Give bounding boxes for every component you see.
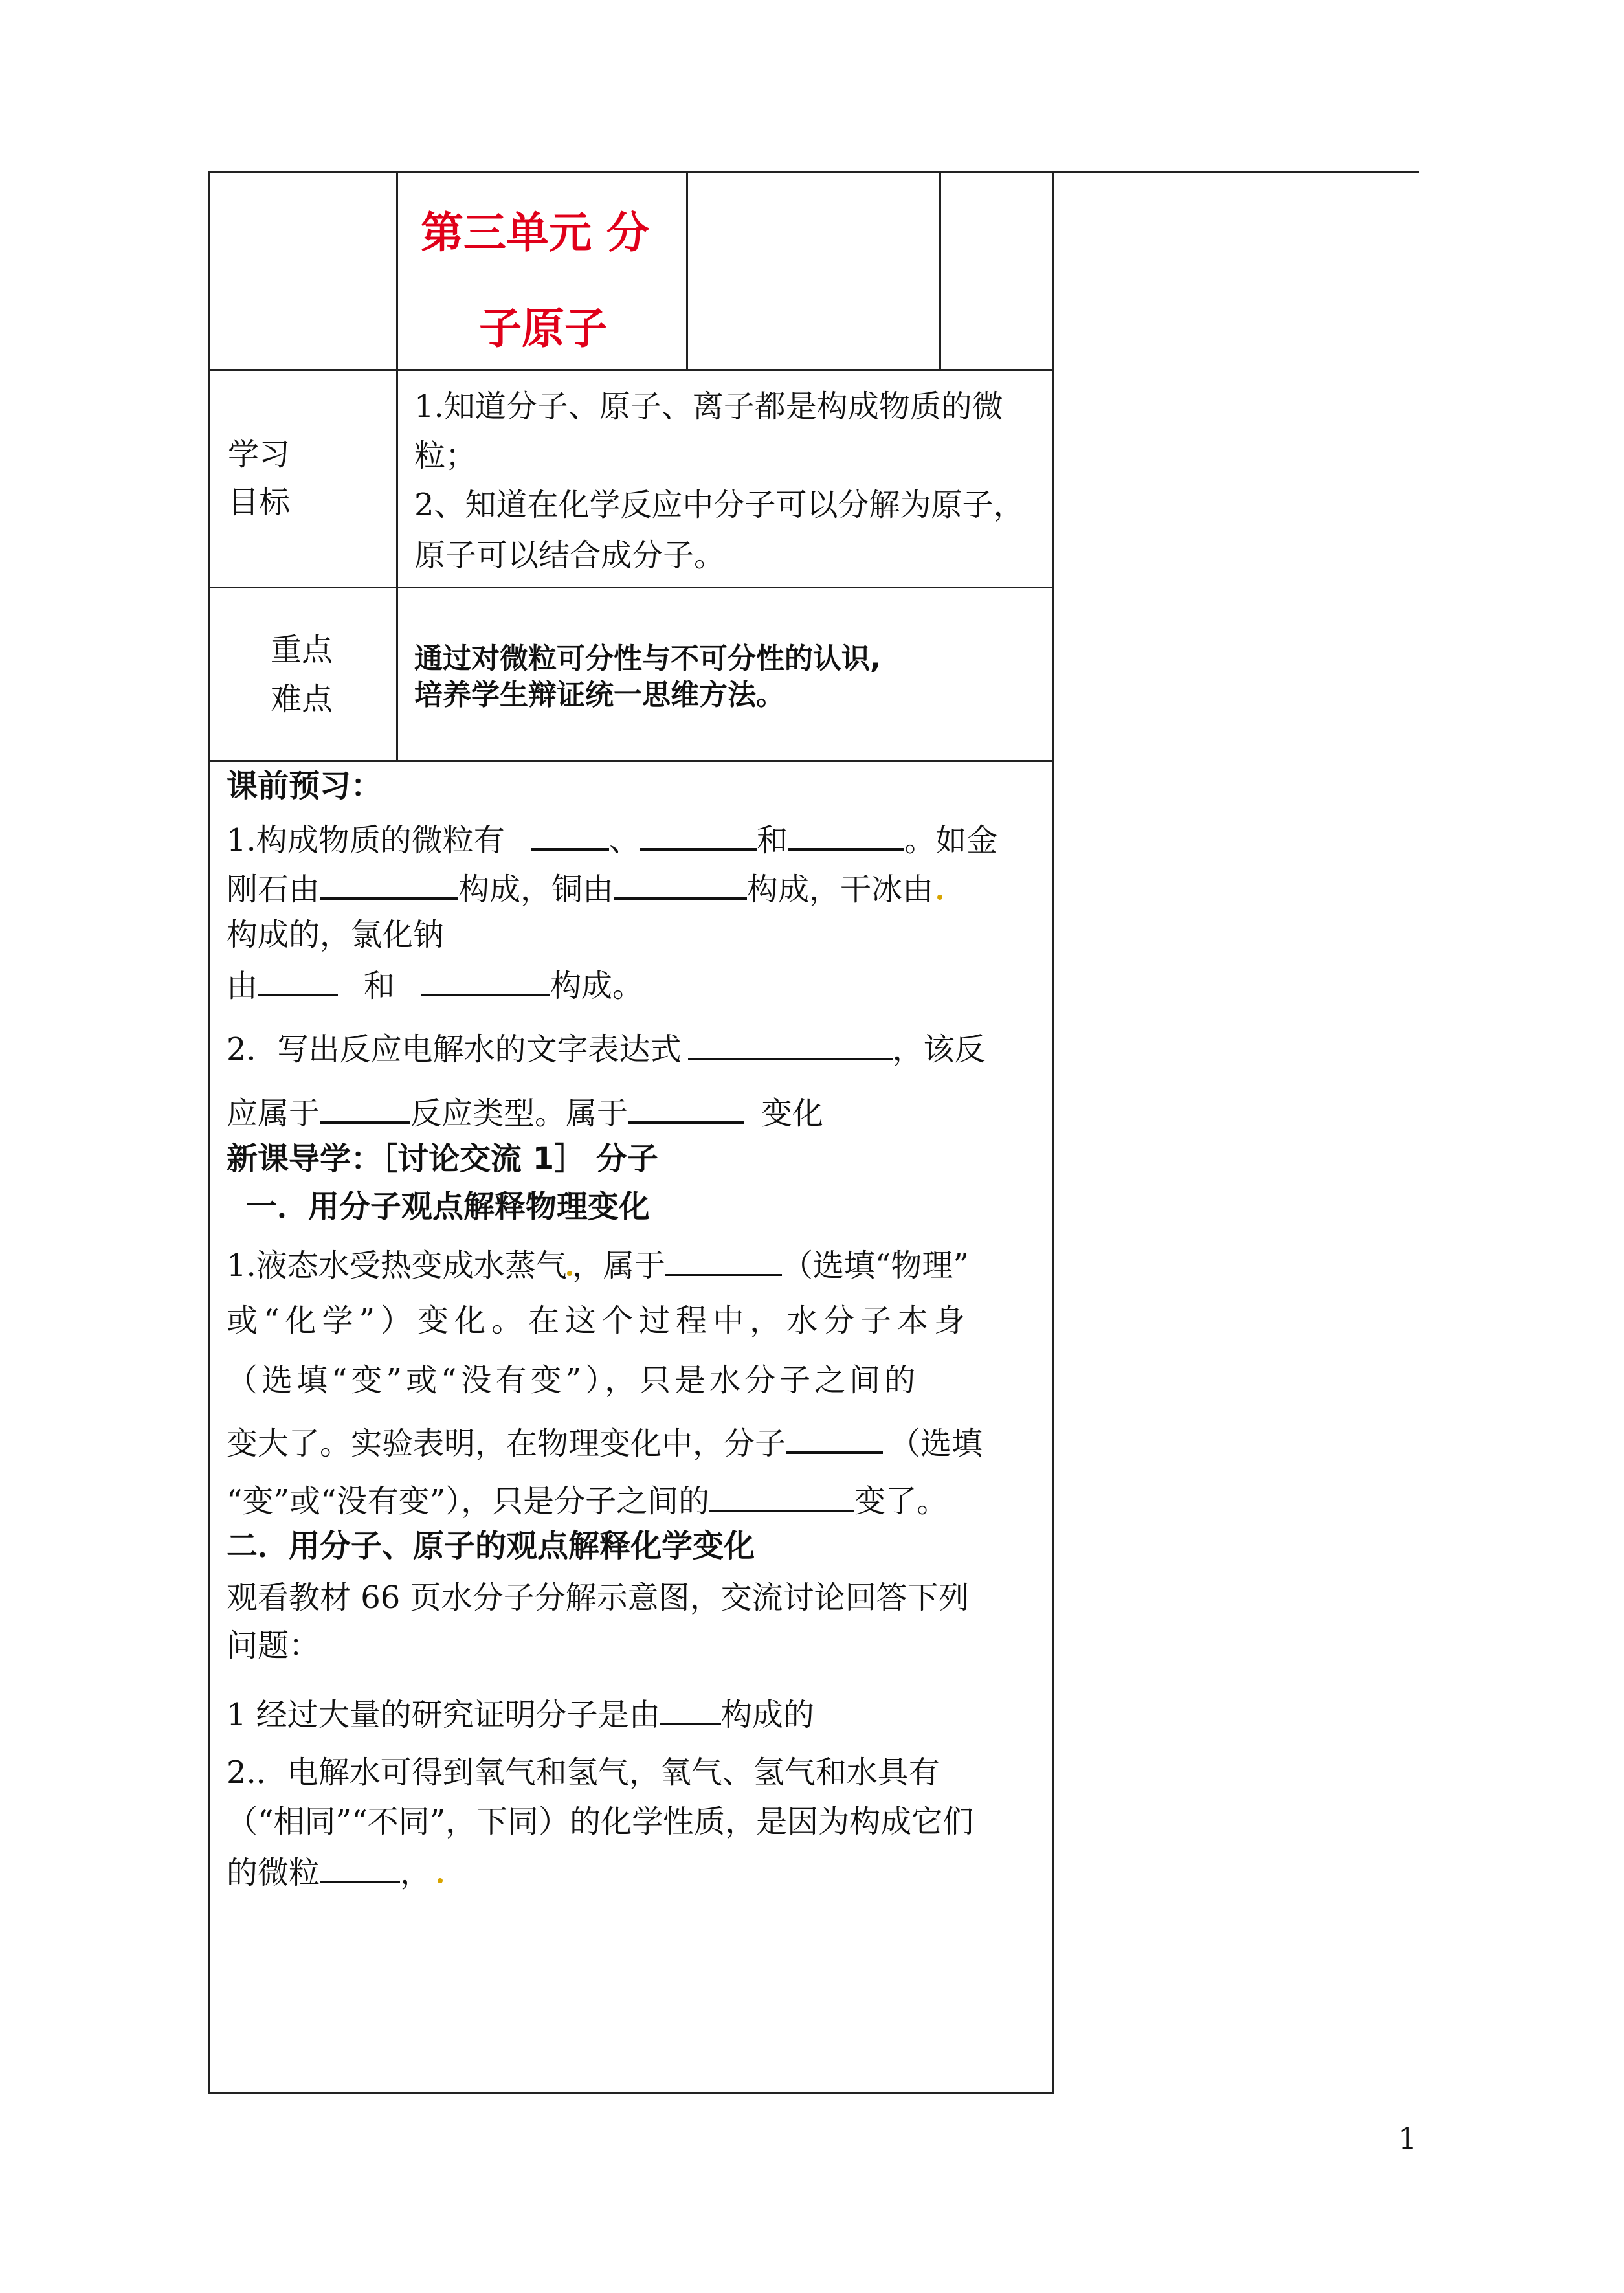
sec1-text-a: 1.液态水受热变成水蒸气 [227, 1247, 567, 1284]
blank-particle-same-diff[interactable] [320, 1854, 400, 1883]
preview-q2-line2 [227, 1094, 824, 1132]
blank-change-type[interactable] [628, 1094, 744, 1124]
blank-reaction-type[interactable] [320, 1094, 410, 1124]
yellow-dot-mark-3 [438, 1878, 443, 1883]
sec1-line3: （选填“变”或“没有变”），只是水分子之间的 [227, 1362, 920, 1398]
sec1-text-5b: 变了。 [854, 1483, 948, 1519]
newlesson-heading: 新课导学：［讨论交流 1］ 分子 [227, 1141, 658, 1177]
q1-text-j: 和 [364, 968, 395, 1004]
objectives-label-2: 目标 [228, 484, 291, 520]
sec2-q2-text-b: ， [400, 1855, 432, 1891]
objective-line-4: 原子可以结合成分子。 [414, 537, 726, 574]
blank-molecule-composition[interactable] [660, 1696, 721, 1725]
blank-diamond[interactable] [320, 870, 458, 900]
objectives-label-1: 学习 [228, 436, 291, 473]
header-divider-2 [686, 171, 688, 370]
sec2-q2-text-a: 的微粒 [227, 1855, 320, 1891]
preview-q1-line4 [227, 967, 644, 1004]
keypoints-label-2: 难点 [271, 681, 333, 717]
q1-text-i: 由 [227, 968, 258, 1004]
q1-text-f: 构成，铜由 [458, 871, 614, 908]
sec2-q1 [227, 1696, 814, 1733]
sec1-text-4a: 变大了。实验表明，在物理变化中，分子 [227, 1426, 786, 1462]
sec2-intro-line1: 观看教材 66 页水分子分解示意图，交流讨论回答下列 [227, 1580, 970, 1616]
q2-text-b: ，该反 [892, 1031, 986, 1068]
sec1-text-5a: “变”或“没有变”），只是分子之间的 [227, 1483, 710, 1519]
blank-molecule-spacing[interactable] [709, 1482, 854, 1512]
table-bottom-border [208, 2092, 1054, 2094]
sec2-q1-text-a: 1 经过大量的研究证明分子是由 [227, 1697, 660, 1733]
blank-particle-3[interactable] [788, 821, 904, 851]
blank-physical-chemical[interactable] [665, 1247, 782, 1276]
q1-text-b: 、 [609, 822, 641, 858]
sec1-text-c: （选填“物理” [781, 1247, 969, 1284]
q2-text-e: 变化 [761, 1095, 824, 1132]
yellow-dot-mark [937, 895, 942, 900]
table-left-border [208, 171, 210, 2094]
blank-nacl-2[interactable] [421, 967, 550, 996]
objective-line-2: 粒； [414, 438, 477, 474]
q2-text-a: 2．写出反应电解水的文字表达式 [227, 1031, 682, 1068]
keypoints-line-1: 通过对微粒可分性与不可分性的认识, [414, 642, 881, 675]
q1-text-g: 构成，干冰由 [747, 871, 934, 908]
sec2-q1-text-b: 构成的 [720, 1697, 814, 1733]
unit-title-line1: 第三单元 分 [421, 208, 649, 258]
q1-text-a: 1.构成物质的微粒有 [227, 822, 505, 858]
keypoints-line-2: 培养学生辩证统一思维方法。 [414, 678, 784, 711]
blank-expression[interactable] [688, 1031, 893, 1060]
section1-title: 一．用分子观点解释物理变化 [246, 1189, 651, 1225]
sec1-line4 [227, 1424, 983, 1462]
blank-particle-2[interactable] [640, 821, 757, 851]
preview-q1-line1 [227, 821, 997, 856]
q1-text-d: 。如金 [904, 822, 998, 858]
q2-text-d: 反应类型。属于 [410, 1095, 628, 1132]
preview-q2-line1 [227, 1031, 986, 1068]
blank-molecule-change[interactable] [786, 1424, 883, 1454]
sec1-text-4b: （选填 [889, 1426, 983, 1462]
objective-line-3: 2、知道在化学反应中分子可以分解为原子， [414, 487, 1025, 523]
preview-q1-line2 [227, 870, 942, 908]
row-divider-1 [208, 369, 1054, 371]
top-rule [208, 171, 1419, 173]
keypoints-label-1: 重点 [271, 632, 333, 668]
preview-q1-line3: 构成的，氯化钠 [227, 917, 445, 953]
sec2-intro-line2: 问题： [227, 1627, 320, 1664]
header-divider-1 [396, 171, 398, 761]
objective-line-1: 1.知道分子、原子、离子都是构成物质的微 [414, 388, 1003, 425]
preview-heading: 课前预习： [227, 768, 383, 804]
blank-copper[interactable] [614, 870, 747, 900]
sec1-line5 [227, 1482, 948, 1517]
q2-text-c: 应属于 [227, 1095, 320, 1132]
row-divider-3 [208, 760, 1054, 762]
unit-title-line2: 子原子 [479, 304, 607, 353]
table-right-border [1052, 171, 1054, 2094]
sec2-q2-line1: 2.．电解水可得到氧气和氢气，氧气、氢气和水具有 [227, 1754, 940, 1791]
q1-text-k: 构成。 [550, 968, 644, 1004]
section2-title: 二．用分子、原子的观点解释化学变化 [227, 1528, 755, 1564]
sec2-q2-line3 [227, 1854, 443, 1891]
sec2-q2-line2: （“相同”“不同”，下同）的化学性质，是因为构成它们 [227, 1804, 974, 1840]
blank-nacl-1[interactable] [258, 967, 338, 996]
q1-text-c: 和 [757, 822, 788, 858]
sec1-line1 [227, 1247, 969, 1284]
yellow-dot-mark-2 [567, 1271, 572, 1276]
sec1-line2: 或“化学”）变化。在这个过程中，水分子本身 [227, 1303, 972, 1339]
header-divider-3 [939, 171, 941, 370]
blank-particle-1[interactable] [531, 821, 609, 851]
sec1-text-b: ，属于 [572, 1247, 665, 1284]
q1-text-e: 刚石由 [227, 871, 320, 908]
page-number: 1 [1398, 2121, 1418, 2156]
row-divider-2 [208, 587, 1054, 588]
